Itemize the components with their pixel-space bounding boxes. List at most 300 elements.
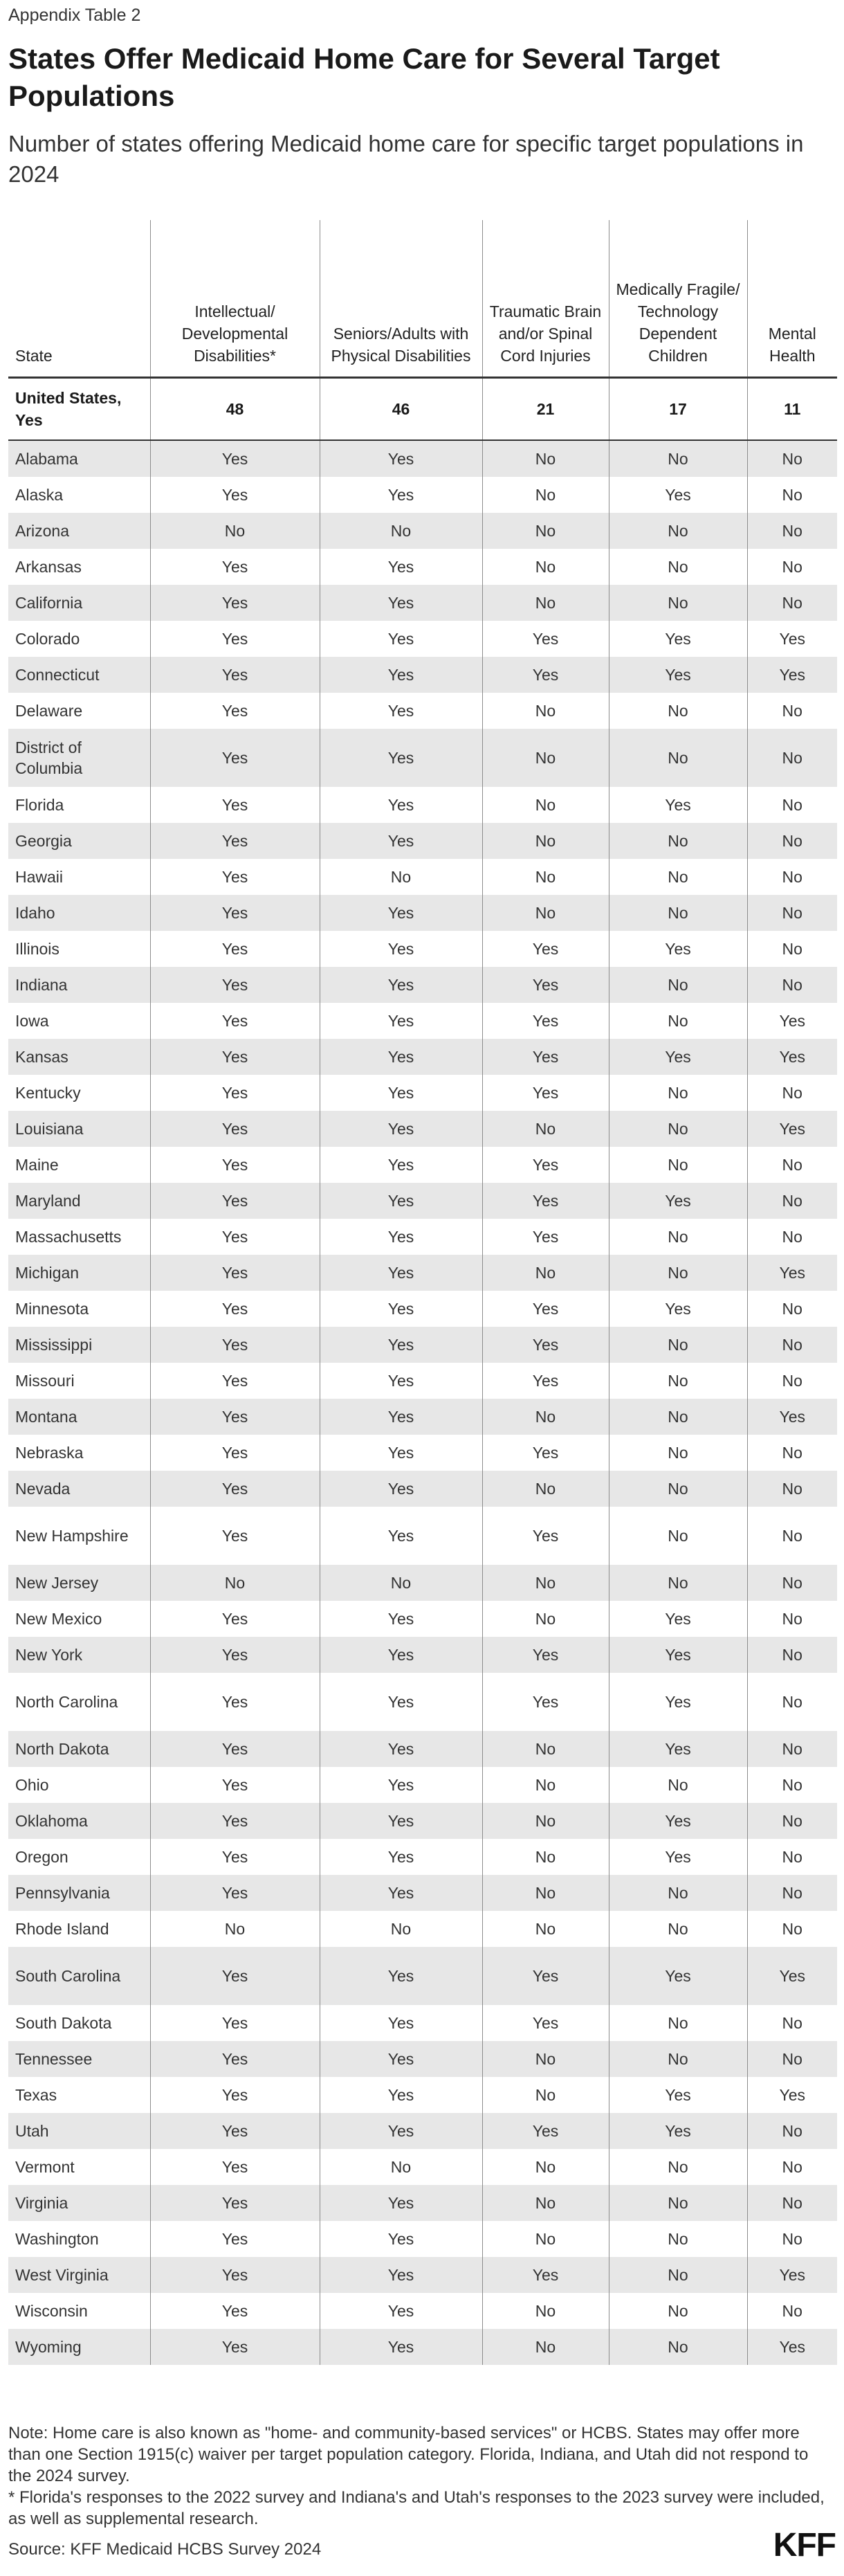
value-cell: Yes — [150, 2077, 320, 2113]
value-cell: No — [320, 513, 482, 549]
value-cell: No — [609, 1911, 747, 1947]
total-row-value: 46 — [320, 378, 482, 441]
table-row — [8, 1363, 837, 1399]
value-cell: Yes — [150, 895, 320, 931]
value-cell: Yes — [482, 657, 609, 693]
value-cell: No — [482, 2041, 609, 2077]
value-cell: No — [482, 2221, 609, 2257]
state-name-cell: Rhode Island — [15, 1920, 109, 1938]
table-body — [8, 378, 837, 2366]
value-cell: Yes — [150, 1673, 320, 1731]
state-name-cell: Vermont — [15, 2158, 75, 2176]
value-cell: Yes — [609, 1183, 747, 1219]
value-cell: No — [747, 729, 837, 787]
value-cell: Yes — [747, 2077, 837, 2113]
table-row — [8, 1601, 837, 1637]
value-cell: Yes — [150, 2221, 320, 2257]
value-cell: No — [747, 1291, 837, 1327]
state-name-cell: Pennsylvania — [8, 1875, 150, 1911]
value-cell: No — [747, 2005, 837, 2041]
state-name-cell: Florida — [15, 796, 64, 814]
table-row — [8, 1839, 837, 1875]
value-cell: Yes — [609, 477, 747, 513]
table-row — [8, 549, 837, 585]
value-cell: No — [150, 1911, 320, 1947]
state-name-cell: Georgia — [8, 823, 150, 859]
table-row — [8, 823, 837, 859]
value-cell: No — [747, 1601, 837, 1637]
value-cell: No — [482, 859, 609, 895]
value-cell: Yes — [320, 1637, 482, 1673]
total-row-value: 48 — [150, 378, 320, 441]
value-cell: Yes — [320, 1291, 482, 1327]
value-cell: Yes — [609, 1731, 747, 1767]
table-header-row — [8, 220, 837, 378]
value-cell: Yes — [609, 2077, 747, 2113]
value-cell: No — [747, 859, 837, 895]
value-cell: Yes — [482, 1507, 609, 1565]
value-cell: No — [747, 1075, 837, 1111]
table-row — [8, 1111, 837, 1147]
value-cell: Yes — [150, 1183, 320, 1219]
value-cell: Yes — [320, 2185, 482, 2221]
table-row — [8, 859, 837, 895]
column-header-state: State — [8, 220, 150, 378]
value-cell: Yes — [609, 621, 747, 657]
state-name-cell: South Carolina — [8, 1947, 150, 2005]
value-cell: Yes — [150, 859, 320, 895]
state-name-cell: Arkansas — [15, 558, 82, 576]
value-cell: Yes — [482, 1435, 609, 1471]
value-cell: No — [320, 2149, 482, 2185]
state-name-cell: Virginia — [8, 2185, 150, 2221]
value-cell: No — [482, 1471, 609, 1507]
state-name-cell: Michigan — [8, 1255, 150, 1291]
table-row — [8, 729, 837, 787]
value-cell: No — [747, 1767, 837, 1803]
value-cell: Yes — [150, 931, 320, 967]
value-cell: No — [609, 1363, 747, 1399]
state-name-cell: Ohio — [15, 1776, 49, 1794]
state-name-cell: New Jersey — [8, 1565, 150, 1601]
value-cell: No — [482, 2293, 609, 2329]
table-row — [8, 787, 837, 823]
source-text: Source: KFF Medicaid HCBS Survey 2024 — [8, 2540, 322, 2559]
table-row — [8, 513, 837, 549]
value-cell: Yes — [320, 477, 482, 513]
table-row — [8, 1003, 837, 1039]
value-cell: No — [482, 895, 609, 931]
value-cell: Yes — [747, 1039, 837, 1075]
value-cell: Yes — [747, 2257, 837, 2293]
total-row-value: 21 — [482, 378, 609, 441]
table-row — [8, 1565, 837, 1601]
value-cell: Yes — [150, 549, 320, 585]
value-cell: No — [482, 1731, 609, 1767]
value-cell: Yes — [150, 1471, 320, 1507]
value-cell: Yes — [609, 931, 747, 967]
value-cell: No — [482, 1803, 609, 1839]
state-name-cell: Washington — [15, 2230, 99, 2248]
page-title: States Offer Medicaid Home Care for Several Target Populations — [8, 42, 720, 112]
value-cell: Yes — [482, 2257, 609, 2293]
value-cell: No — [482, 477, 609, 513]
value-cell: Yes — [320, 1075, 482, 1111]
table-row — [8, 1039, 837, 1075]
value-cell: No — [482, 2329, 609, 2365]
value-cell: Yes — [320, 1147, 482, 1183]
state-name-cell: Nevada — [8, 1471, 150, 1507]
value-cell: No — [747, 2293, 837, 2329]
value-cell: Yes — [320, 1399, 482, 1435]
state-name-cell: Hawaii — [15, 868, 64, 886]
value-cell: Yes — [150, 2185, 320, 2221]
value-cell: No — [609, 2221, 747, 2257]
data-table-container — [8, 220, 837, 2365]
kff-logo: KFF — [773, 2527, 836, 2564]
value-cell: No — [609, 1075, 747, 1111]
value-cell: Yes — [150, 1147, 320, 1183]
state-name-cell: Maine — [15, 1156, 59, 1174]
value-cell: No — [747, 693, 837, 729]
value-cell: No — [609, 2257, 747, 2293]
value-cell: Yes — [482, 1673, 609, 1731]
value-cell: Yes — [320, 2293, 482, 2329]
table-row — [8, 2293, 837, 2329]
total-row-value: 17 — [609, 378, 747, 441]
value-cell: No — [747, 1637, 837, 1673]
value-cell: No — [609, 1327, 747, 1363]
value-cell: Yes — [150, 823, 320, 859]
value-cell: Yes — [150, 2293, 320, 2329]
value-cell: Yes — [482, 1291, 609, 1327]
value-cell: Yes — [482, 1147, 609, 1183]
table-row — [8, 1291, 837, 1327]
state-name-cell: Kansas — [8, 1039, 150, 1075]
state-name-cell: Wisconsin — [15, 2302, 88, 2320]
value-cell: No — [482, 1565, 609, 1601]
value-cell: No — [747, 967, 837, 1003]
table-row — [8, 477, 837, 513]
value-cell: No — [747, 1673, 837, 1731]
value-cell: No — [482, 585, 609, 621]
value-cell: Yes — [150, 967, 320, 1003]
state-name-cell: Colorado — [15, 630, 80, 648]
value-cell: Yes — [320, 1601, 482, 1637]
table-row — [8, 2077, 837, 2113]
value-cell: Yes — [150, 1767, 320, 1803]
state-name-cell: West Virginia — [8, 2257, 150, 2293]
value-cell: Yes — [150, 1363, 320, 1399]
table-row — [8, 2257, 837, 2293]
value-cell: Yes — [150, 2149, 320, 2185]
table-row — [8, 1183, 837, 1219]
value-cell: Yes — [482, 2113, 609, 2149]
state-name-cell: Massachusetts — [15, 1228, 122, 1246]
value-cell: Yes — [482, 931, 609, 967]
value-cell: No — [747, 1803, 837, 1839]
value-cell: No — [482, 693, 609, 729]
table-row — [8, 657, 837, 693]
value-cell: Yes — [320, 1183, 482, 1219]
value-cell: Yes — [320, 1363, 482, 1399]
value-cell: No — [150, 1565, 320, 1601]
total-row — [8, 378, 837, 441]
value-cell: Yes — [320, 1219, 482, 1255]
value-cell: No — [747, 513, 837, 549]
state-name-cell: North Carolina — [15, 1693, 118, 1711]
value-cell: Yes — [150, 787, 320, 823]
table-row — [8, 2221, 837, 2257]
column-header: Seniors/Adults with Physical Disabilities — [320, 220, 482, 378]
table-row — [8, 1147, 837, 1183]
value-cell: Yes — [609, 657, 747, 693]
value-cell: No — [482, 729, 609, 787]
table-row — [8, 1399, 837, 1435]
value-cell: Yes — [320, 2077, 482, 2113]
value-cell: Yes — [320, 787, 482, 823]
state-name-cell: Kentucky — [15, 1084, 81, 1102]
value-cell: Yes — [150, 2329, 320, 2365]
value-cell: No — [609, 729, 747, 787]
value-cell: No — [482, 1767, 609, 1803]
state-name-cell: North Dakota — [8, 1731, 150, 1767]
value-cell: No — [482, 1255, 609, 1291]
total-row-value: 11 — [747, 378, 837, 441]
value-cell: Yes — [150, 1601, 320, 1637]
value-cell: Yes — [482, 1327, 609, 1363]
table-row — [8, 693, 837, 729]
state-name-cell: Missouri — [15, 1372, 75, 1390]
value-cell: No — [609, 2329, 747, 2365]
value-cell: No — [747, 2185, 837, 2221]
value-cell: No — [482, 1911, 609, 1947]
value-cell: Yes — [150, 1507, 320, 1565]
table-row — [8, 2329, 837, 2365]
value-cell: Yes — [150, 2041, 320, 2077]
state-name-cell: Illinois — [15, 940, 59, 958]
state-name-cell: Idaho — [8, 895, 150, 931]
value-cell: Yes — [150, 1435, 320, 1471]
value-cell: Yes — [609, 1839, 747, 1875]
value-cell: No — [609, 693, 747, 729]
value-cell: No — [747, 2113, 837, 2149]
value-cell: Yes — [150, 440, 320, 477]
state-name-cell: Mississippi — [8, 1327, 150, 1363]
table-row — [8, 1673, 837, 1731]
state-name-cell: Nebraska — [15, 1444, 84, 1462]
value-cell: No — [747, 1219, 837, 1255]
value-cell: Yes — [320, 823, 482, 859]
value-cell: No — [609, 859, 747, 895]
note-text: Note: Home care is also known as "home- and community-based services" or HCBS. States may offer more than one Section 1915(c) waiver per target population category. Florida, Indiana, and Utah did not respond to the 2024 survey. — [8, 2424, 809, 2485]
value-cell: No — [747, 1327, 837, 1363]
table-row — [8, 1803, 837, 1839]
value-cell: No — [482, 1601, 609, 1637]
value-cell: No — [609, 1003, 747, 1039]
value-cell: No — [609, 440, 747, 477]
value-cell: No — [320, 859, 482, 895]
value-cell: Yes — [320, 1947, 482, 2005]
value-cell: No — [609, 1471, 747, 1507]
table-row — [8, 621, 837, 657]
value-cell: No — [482, 1875, 609, 1911]
table-row — [8, 2113, 837, 2149]
value-cell: Yes — [150, 2257, 320, 2293]
value-cell: No — [609, 895, 747, 931]
value-cell: No — [609, 823, 747, 859]
table-row — [8, 1255, 837, 1291]
value-cell: Yes — [320, 549, 482, 585]
value-cell: Yes — [320, 895, 482, 931]
state-name-cell: Louisiana — [8, 1111, 150, 1147]
table-row — [8, 440, 837, 477]
state-name-cell: New Mexico — [15, 1610, 102, 1628]
value-cell: Yes — [320, 2113, 482, 2149]
footnote-text: * Florida's responses to the 2022 survey and Indiana's and Utah's responses to the 2023 survey were included, as well as supplemental research. — [8, 2488, 825, 2528]
value-cell: Yes — [609, 1601, 747, 1637]
value-cell: Yes — [482, 1003, 609, 1039]
value-cell: No — [482, 823, 609, 859]
value-cell: No — [747, 549, 837, 585]
state-name-cell: Arizona — [8, 513, 150, 549]
value-cell: Yes — [320, 1839, 482, 1875]
value-cell: Yes — [320, 1507, 482, 1565]
value-cell: No — [747, 1435, 837, 1471]
value-cell: Yes — [320, 1039, 482, 1075]
value-cell: No — [747, 1839, 837, 1875]
value-cell: No — [482, 2185, 609, 2221]
value-cell: Yes — [609, 1291, 747, 1327]
value-cell: Yes — [747, 1399, 837, 1435]
state-name-cell: California — [8, 585, 150, 621]
value-cell: Yes — [320, 729, 482, 787]
value-cell: No — [747, 1875, 837, 1911]
total-row-label: United States, Yes — [8, 378, 150, 441]
column-header: Intellectual/ Developmental Disabilities* — [150, 220, 320, 378]
value-cell: Yes — [320, 1327, 482, 1363]
value-cell: Yes — [150, 1111, 320, 1147]
value-cell: No — [482, 513, 609, 549]
state-name-cell: Wyoming — [8, 2329, 150, 2365]
table-row — [8, 1767, 837, 1803]
value-cell: No — [747, 1507, 837, 1565]
value-cell: Yes — [482, 1947, 609, 2005]
value-cell: No — [482, 549, 609, 585]
value-cell: Yes — [609, 787, 747, 823]
state-name-cell: Alabama — [8, 440, 150, 477]
table-row — [8, 967, 837, 1003]
table-row — [8, 2005, 837, 2041]
value-cell: Yes — [609, 1673, 747, 1731]
value-cell: Yes — [150, 1803, 320, 1839]
table-row — [8, 1327, 837, 1363]
value-cell: No — [609, 1565, 747, 1601]
column-header: Mental Health — [747, 220, 837, 378]
table-row — [8, 931, 837, 967]
value-cell: Yes — [482, 967, 609, 1003]
state-name-cell: Tennessee — [8, 2041, 150, 2077]
value-cell: No — [320, 1911, 482, 1947]
value-cell: No — [747, 477, 837, 513]
value-cell: No — [609, 2149, 747, 2185]
value-cell: Yes — [482, 1637, 609, 1673]
value-cell: Yes — [150, 729, 320, 787]
value-cell: Yes — [320, 1111, 482, 1147]
value-cell: Yes — [150, 1291, 320, 1327]
value-cell: Yes — [320, 2221, 482, 2257]
value-cell: Yes — [320, 1767, 482, 1803]
value-cell: No — [609, 2005, 747, 2041]
value-cell: Yes — [747, 1111, 837, 1147]
table-row — [8, 895, 837, 931]
state-name-cell: Maryland — [8, 1183, 150, 1219]
value-cell: No — [609, 585, 747, 621]
value-cell: Yes — [150, 1947, 320, 2005]
value-cell: Yes — [747, 2329, 837, 2365]
table-row — [8, 1637, 837, 1673]
state-name-cell: Oklahoma — [8, 1803, 150, 1839]
value-cell: No — [747, 1471, 837, 1507]
value-cell: Yes — [320, 1003, 482, 1039]
value-cell: No — [747, 440, 837, 477]
value-cell: Yes — [609, 2113, 747, 2149]
table-row — [8, 1875, 837, 1911]
value-cell: Yes — [320, 2041, 482, 2077]
state-name-cell: Montana — [8, 1399, 150, 1435]
state-name-cell: Indiana — [8, 967, 150, 1003]
value-cell: No — [609, 2185, 747, 2221]
appendix-label: Appendix Table 2 — [8, 6, 141, 25]
value-cell: No — [150, 513, 320, 549]
value-cell: No — [609, 2293, 747, 2329]
value-cell: Yes — [482, 2005, 609, 2041]
value-cell: No — [747, 1565, 837, 1601]
value-cell: Yes — [150, 1039, 320, 1075]
value-cell: Yes — [320, 693, 482, 729]
table-row — [8, 1911, 837, 1947]
notes — [8, 2422, 832, 2530]
page-subtitle: Number of states offering Medicaid home care for specific target populations in 2024 — [8, 131, 804, 187]
value-cell: No — [609, 1767, 747, 1803]
value-cell: No — [609, 1111, 747, 1147]
value-cell: Yes — [747, 1003, 837, 1039]
value-cell: No — [747, 2149, 837, 2185]
table-row — [8, 1219, 837, 1255]
table-row — [8, 1435, 837, 1471]
value-cell: Yes — [609, 1803, 747, 1839]
state-name-cell: Utah — [8, 2113, 150, 2149]
state-name-cell: District of Columbia — [8, 729, 150, 787]
value-cell: No — [609, 967, 747, 1003]
value-cell: No — [747, 1911, 837, 1947]
value-cell: Yes — [482, 1039, 609, 1075]
value-cell: Yes — [320, 2257, 482, 2293]
value-cell: Yes — [320, 1731, 482, 1767]
value-cell: Yes — [482, 621, 609, 657]
state-name-cell: New York — [8, 1637, 150, 1673]
value-cell: Yes — [482, 1075, 609, 1111]
column-header: Traumatic Brain and/or Spinal Cord Injuries — [482, 220, 609, 378]
value-cell: Yes — [482, 1363, 609, 1399]
value-cell: Yes — [609, 1039, 747, 1075]
value-cell: Yes — [747, 1255, 837, 1291]
value-cell: No — [747, 1363, 837, 1399]
value-cell: Yes — [150, 1731, 320, 1767]
value-cell: Yes — [320, 1471, 482, 1507]
table-row — [8, 2185, 837, 2221]
table-row — [8, 2149, 837, 2185]
